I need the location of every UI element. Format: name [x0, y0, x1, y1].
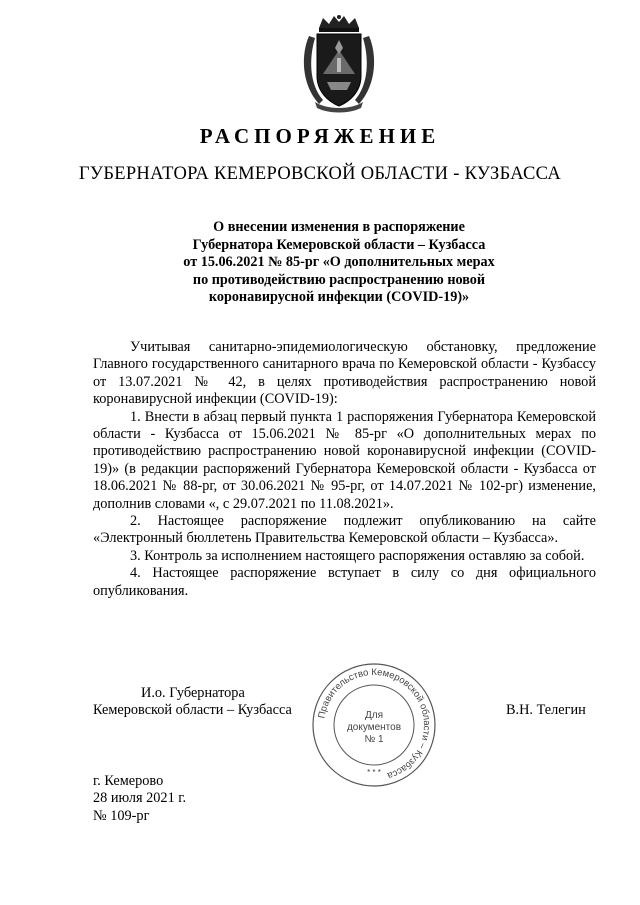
body-paragraph-item-2: 2. Настоящее распоряжение подлежит опубликованию на сайте «Электронный бюллетень Правительства Кемеровской области – Кузбасса». — [93, 513, 596, 547]
seal-center-line: № 1 — [364, 734, 384, 745]
document-body — [93, 339, 596, 600]
document-number: № 109-рг — [93, 807, 150, 824]
coat-of-arms-icon — [297, 14, 381, 114]
signatory-position — [93, 685, 292, 720]
signatory-name: В.Н. Телегин — [506, 702, 586, 718]
official-seal-stamp — [311, 662, 437, 788]
subject-line: по противодействию распространению новой — [192, 271, 486, 288]
body-paragraph-preamble: Учитывая санитарно-эпидемиологическую обстановку, предложение Главного государственного санитарного врача по Кемеровской области - Кузбассу от 13.07.2021 № 42, в целях противодействия распространению новой коронавирусной инфекции (COVID-19): — [93, 339, 596, 408]
signatory-position-line: Кемеровской области – Кузбасса — [93, 702, 292, 719]
seal-center-line: Для — [364, 710, 384, 721]
seal-stars: * * * — [367, 768, 381, 777]
signatory-position-line: И.о. Губернатора — [141, 685, 245, 701]
document-issuer: ГУБЕРНАТОРА КЕМЕРОВСКОЙ ОБЛАСТИ - КУЗБАССА — [78, 164, 562, 184]
body-paragraph-item-3: 3. Контроль за исполнением настоящего распоряжения оставляю за собой. — [130, 547, 585, 564]
document-place-date-number — [93, 773, 186, 825]
document-city: г. Кемерово — [93, 773, 164, 789]
document-date: 28 июля 2021 г. — [93, 790, 187, 807]
document-subject — [150, 219, 528, 307]
subject-line: коронавирусной инфекции (COVID-19)» — [208, 289, 470, 305]
subject-line: О внесении изменения в распоряжение — [213, 219, 465, 235]
subject-line: от 15.06.2021 № 85-рг «О дополнительных мерах — [183, 254, 495, 270]
body-paragraph-item-4: 4. Настоящее распоряжение вступает в силу со дня официального опубликования. — [93, 565, 596, 599]
body-paragraph-item-1: 1. Внести в абзац первый пункта 1 распоряжения Губернатора Кемеровской области - Кузбасса от 15.06.2021 № 85-рг «О дополнительных мерах по противодействию распространению новой коронавирусной инфекции (COVID-19)» (в редакции распоряжений Губернатора Кемеровской области - Кузбасса от 18.06.2021 № 88-рг, от 30.06.2021 № 95-рг, от 14.07.2021 № 102-рг) изменение, дополнив словами «, с 29.07.2021 по 11.08.2021». — [93, 408, 596, 512]
seal-ring-text: Правительство Кемеровской области – Кузбасса — [316, 666, 433, 782]
seal-center-line: документов — [346, 722, 402, 733]
subject-line: Губернатора Кемеровской области – Кузбасса — [192, 236, 486, 253]
document-type-title: РАСПОРЯЖЕНИЕ — [199, 124, 441, 148]
